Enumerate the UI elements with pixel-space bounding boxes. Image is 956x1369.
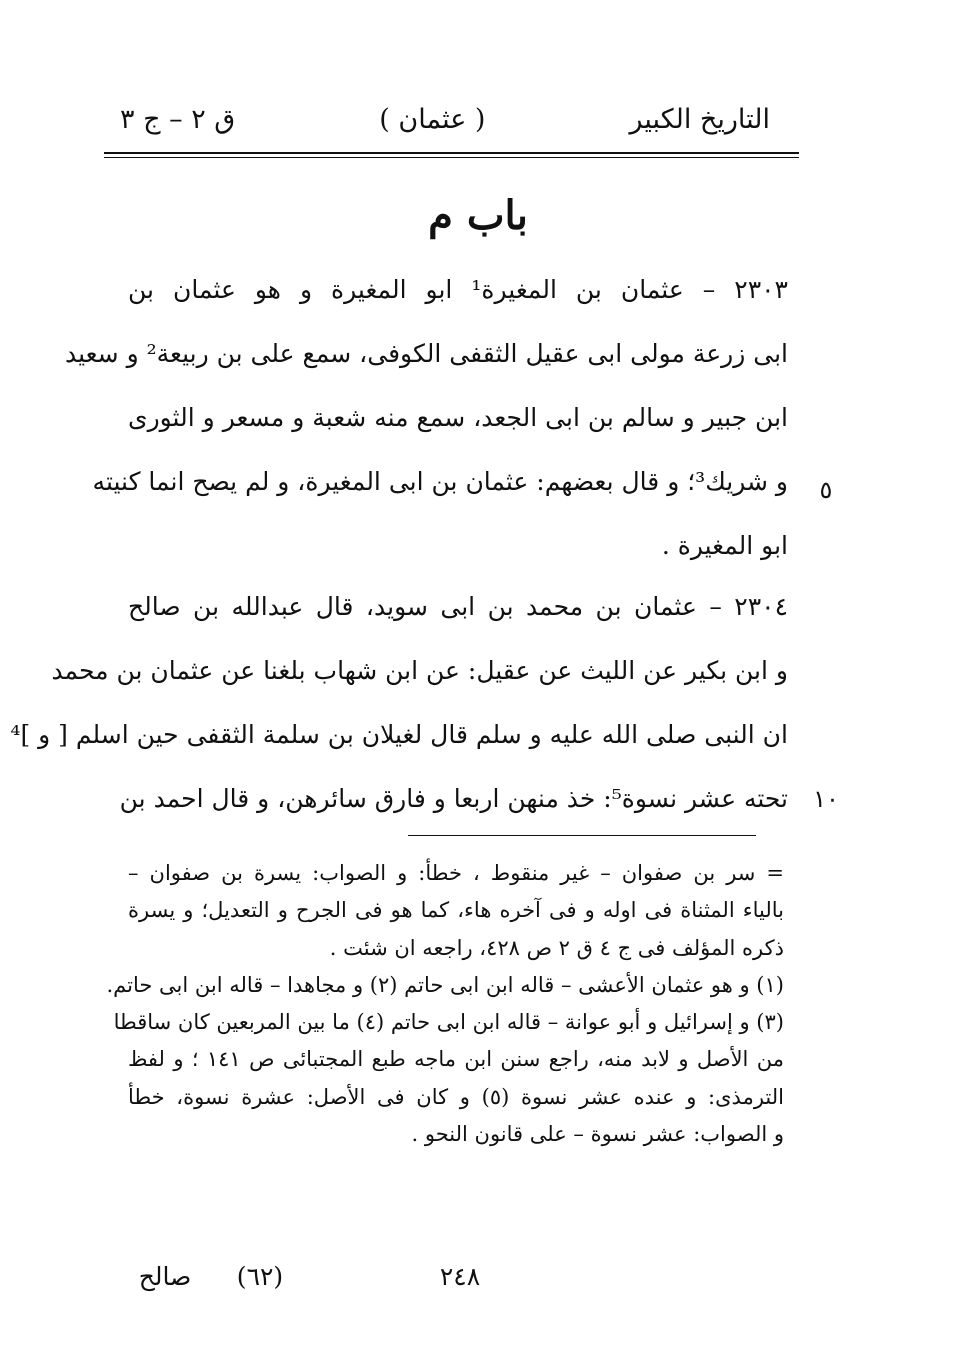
header-book-title: التاريخ الكبير [629,103,770,135]
page-footer [120,1262,770,1306]
text-line: ان النبى صلى الله عليه و سلم قال لغيلان بن سلمة الثقفى حين اسلم [ و ]⁴ [10,720,788,749]
header-rule-thin [104,157,799,158]
footnote-line: (١) و هو عثمان الأعشى – قاله ابن ابى حاتم (٢) و مجاهدا – قاله ابن ابى حاتم. [106,972,784,997]
margin-line-number-10: ١٠ [813,785,839,813]
header-section: ( عثمان ) [379,103,486,135]
page-number: ٢٤٨ [439,1262,481,1291]
footnote-line: بالياء المثناة فى اوله و فى آخره هاء، كما هو فى الجرح و التعديل؛ و يسرة [128,898,784,923]
footnote-line: ذكره المؤلف فى ج ٤ ق ٢ ص ٤٢٨، راجعه ان شئت . [329,935,784,960]
text-line: ابن جبير و سالم بن ابى الجعد، سمع منه شعبة و مسعر و الثورى [128,403,788,432]
footnote-line: و الصواب: عشر نسوة – على قانون النحو . [411,1122,784,1147]
header-rule-thick [104,152,799,154]
text-line: ابى زرعة مولى ابى عقيل الثقفى الكوفى، سمع على بن ربيعة² و سعيد [64,339,788,368]
text-line: تحته عشر نسوة⁵: خذ منهن اربعا و فارق سائرهن، و قال احمد بن [119,784,788,813]
text-line: و ابن بكير عن الليث عن عقيل: عن ابن شهاب بلغنا عن عثمان بن محمد [51,656,788,685]
text-line: ٢٣٠٤ – عثمان بن محمد بن ابى سويد، قال عبدالله بن صالح [128,592,788,621]
section-title: باب م [428,192,528,239]
text-line: و شريك³؛ و قال بعضهم: عثمان بن ابى المغيرة، و لم يصح انما كنيته [92,467,788,496]
footnote-line: الترمذى: و عنده عشر نسوة (٥) و كان فى الأصل: عشرة نسوة، خطأ [128,1084,784,1109]
text-line: ابو المغيرة . [661,531,788,560]
catchword: صالح [138,1262,192,1291]
header-volume: ق ٢ – ج ٣ [120,103,236,135]
footnote-line: = سر بن صفوان – غير منقوط ، خطأ: و الصواب: يسرة بن صفوان – [128,861,784,885]
footnote-separator [408,835,756,836]
footnote-line: من الأصل و لابد منه، راجع سنن ابن ماجه طبع المجتبائى ص ١٤١ ؛ و لفظ [128,1047,784,1072]
footnotes [106,855,784,1153]
sheet-number: (٦٢) [236,1262,284,1291]
entry-2303 [64,258,788,578]
margin-line-number-5: ٥ [819,476,833,504]
footnote-line: (٣) و إسرائيل و أبو عوانة – قاله ابن ابى حاتم (٤) ما بين المربعين كان ساقطا [113,1010,784,1035]
running-header [120,94,770,144]
text-line: ٢٣٠٣ – عثمان بن المغيرة¹ ابو المغيرة و هو عثمان بن [128,275,788,304]
entry-2304 [10,575,788,831]
